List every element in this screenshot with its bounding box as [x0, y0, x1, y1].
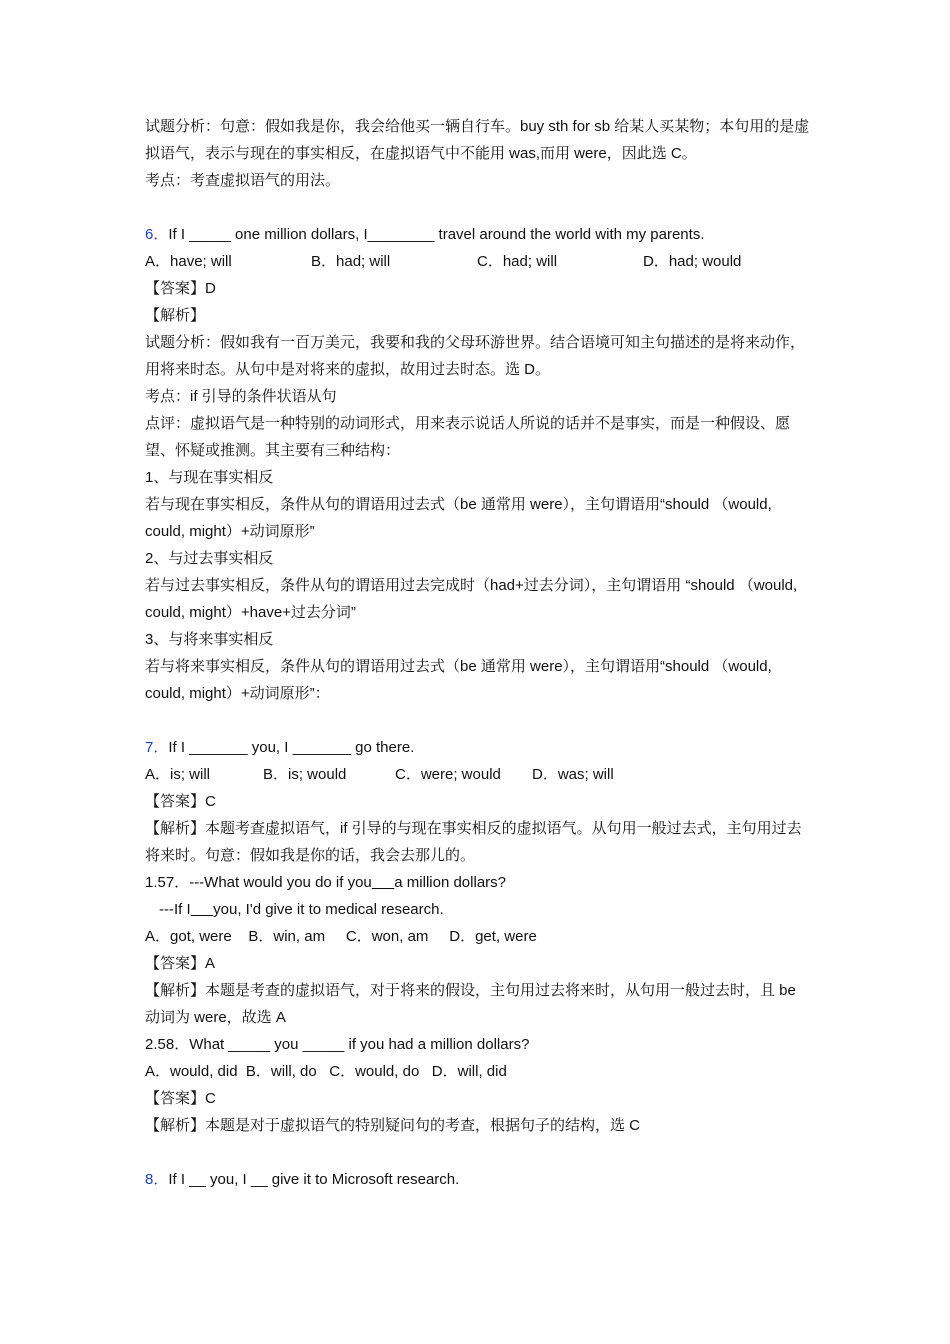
- section-2-body: 若与过去事实相反，条件从句的谓语用过去完成时（had+过去分词），主句谓语用 “should （would, could, might）+have+过去分词”: [145, 577, 798, 621]
- option-b: B．is; would: [263, 766, 347, 783]
- section-1-body: 若与现在事实相反，条件从句的谓语用过去式（be 通常用 were），主句谓语用“should （would, could, might）+动词原形”: [145, 496, 772, 540]
- option-b: B．had; will: [311, 253, 391, 270]
- spacer: [145, 1139, 815, 1166]
- option-a: A．have; will: [145, 253, 232, 270]
- question-number: 7．: [145, 739, 169, 756]
- analysis: 【解析】本题是对于虚拟语气的特别疑问句的考查，根据句子的结构，选 C: [145, 1117, 641, 1134]
- option-a: A．is; will: [145, 766, 211, 783]
- question-6: [145, 221, 815, 248]
- question-number: 8．: [145, 1171, 169, 1188]
- option-c: C．had; will: [477, 253, 558, 270]
- analysis: 试题分析：假如我有一百万美元，我要和我的父母环游世界。结合语境可知主句描述的是将来动作，用将来时态。从句中是对将来的虚拟，故用过去时态。选 D。: [145, 334, 806, 378]
- question-text: If I _______ you, I _______ go there.: [168, 739, 415, 756]
- analysis: 【解析】本题考查虚拟语气，if 引导的与现在事实相反的虚拟语气。从句用一般过去式，主句用过去将来时。句意：假如我是你的话，我会去那儿的。: [145, 820, 802, 864]
- sub-question-text: a million dollars?: [394, 874, 506, 891]
- answer: 【答案】A: [145, 955, 216, 972]
- section-3-body: 若与将来事实相反，条件从句的谓语用过去式（be 通常用 were），主句谓语用“should （would, could, might）+动词原形”：: [145, 658, 772, 702]
- option-d: D．had; would: [643, 253, 742, 270]
- spacer: [145, 194, 815, 221]
- sub-question-text: ---If I: [159, 901, 191, 918]
- sub-question-1-line-2: [145, 896, 815, 923]
- option-d: D．was; will: [532, 766, 614, 783]
- spacer: [145, 707, 815, 734]
- prev-point: 考点：考查虚拟语气的用法。: [145, 172, 341, 189]
- question-7: [145, 734, 815, 761]
- comment: 点评：虚拟语气是一种特别的动词形式，用来表示说话人所说的话并不是事实，而是一种假设、愿望、怀疑或推测。其主要有三种结构：: [145, 415, 791, 459]
- sub-question-text: 1.57．---What would you do if you: [145, 874, 372, 891]
- answer: 【答案】C: [145, 1090, 216, 1107]
- blank: [372, 874, 395, 891]
- section-1-title: 1、与现在事实相反: [145, 469, 274, 486]
- question-8: [145, 1166, 815, 1193]
- question-text: If I __ you, I __ give it to Microsoft research.: [168, 1171, 460, 1188]
- question-text: If I _____ one million dollars, I________ travel around the world with my parents.: [168, 226, 705, 243]
- sub-question-2: 2.58．What _____ you _____ if you had a million dollars?: [145, 1036, 530, 1053]
- question-7-options: [145, 761, 815, 788]
- jiexi-label: 【解析】: [145, 307, 206, 324]
- sub-question-text: you, I'd give it to medical research.: [213, 901, 444, 918]
- section-3-title: 3、与将来事实相反: [145, 631, 274, 648]
- sub-question-1-options: A．got, were B．win, am C．won, am D．get, were: [145, 928, 537, 945]
- sub-question-1: [145, 869, 815, 896]
- document-content: [145, 113, 815, 1193]
- sub-question-2-options: A．would, did B．will, do C．would, do D．will, did: [145, 1063, 507, 1080]
- question-6-options: [145, 248, 815, 275]
- prev-analysis: 试题分析：句意：假如我是你，我会给他买一辆自行车。buy sth for sb 给某人买某物；本句用的是虚拟语气，表示与现在的事实相反，在虚拟语气中不能用 was,而用 were，因此选 C。: [145, 118, 810, 162]
- question-number: 6．: [145, 226, 169, 243]
- option-c: C．were; would: [395, 766, 501, 783]
- answer: 【答案】C: [145, 793, 216, 810]
- analysis: 【解析】本题是考查的虚拟语气，对于将来的假设，主句用过去将来时，从句用一般过去时，且 be 动词为 were，故选 A: [145, 982, 796, 1026]
- blank: [191, 901, 214, 918]
- point: 考点：if 引导的条件状语从句: [145, 388, 337, 405]
- answer: 【答案】D: [145, 280, 216, 297]
- section-2-title: 2、与过去事实相反: [145, 550, 274, 567]
